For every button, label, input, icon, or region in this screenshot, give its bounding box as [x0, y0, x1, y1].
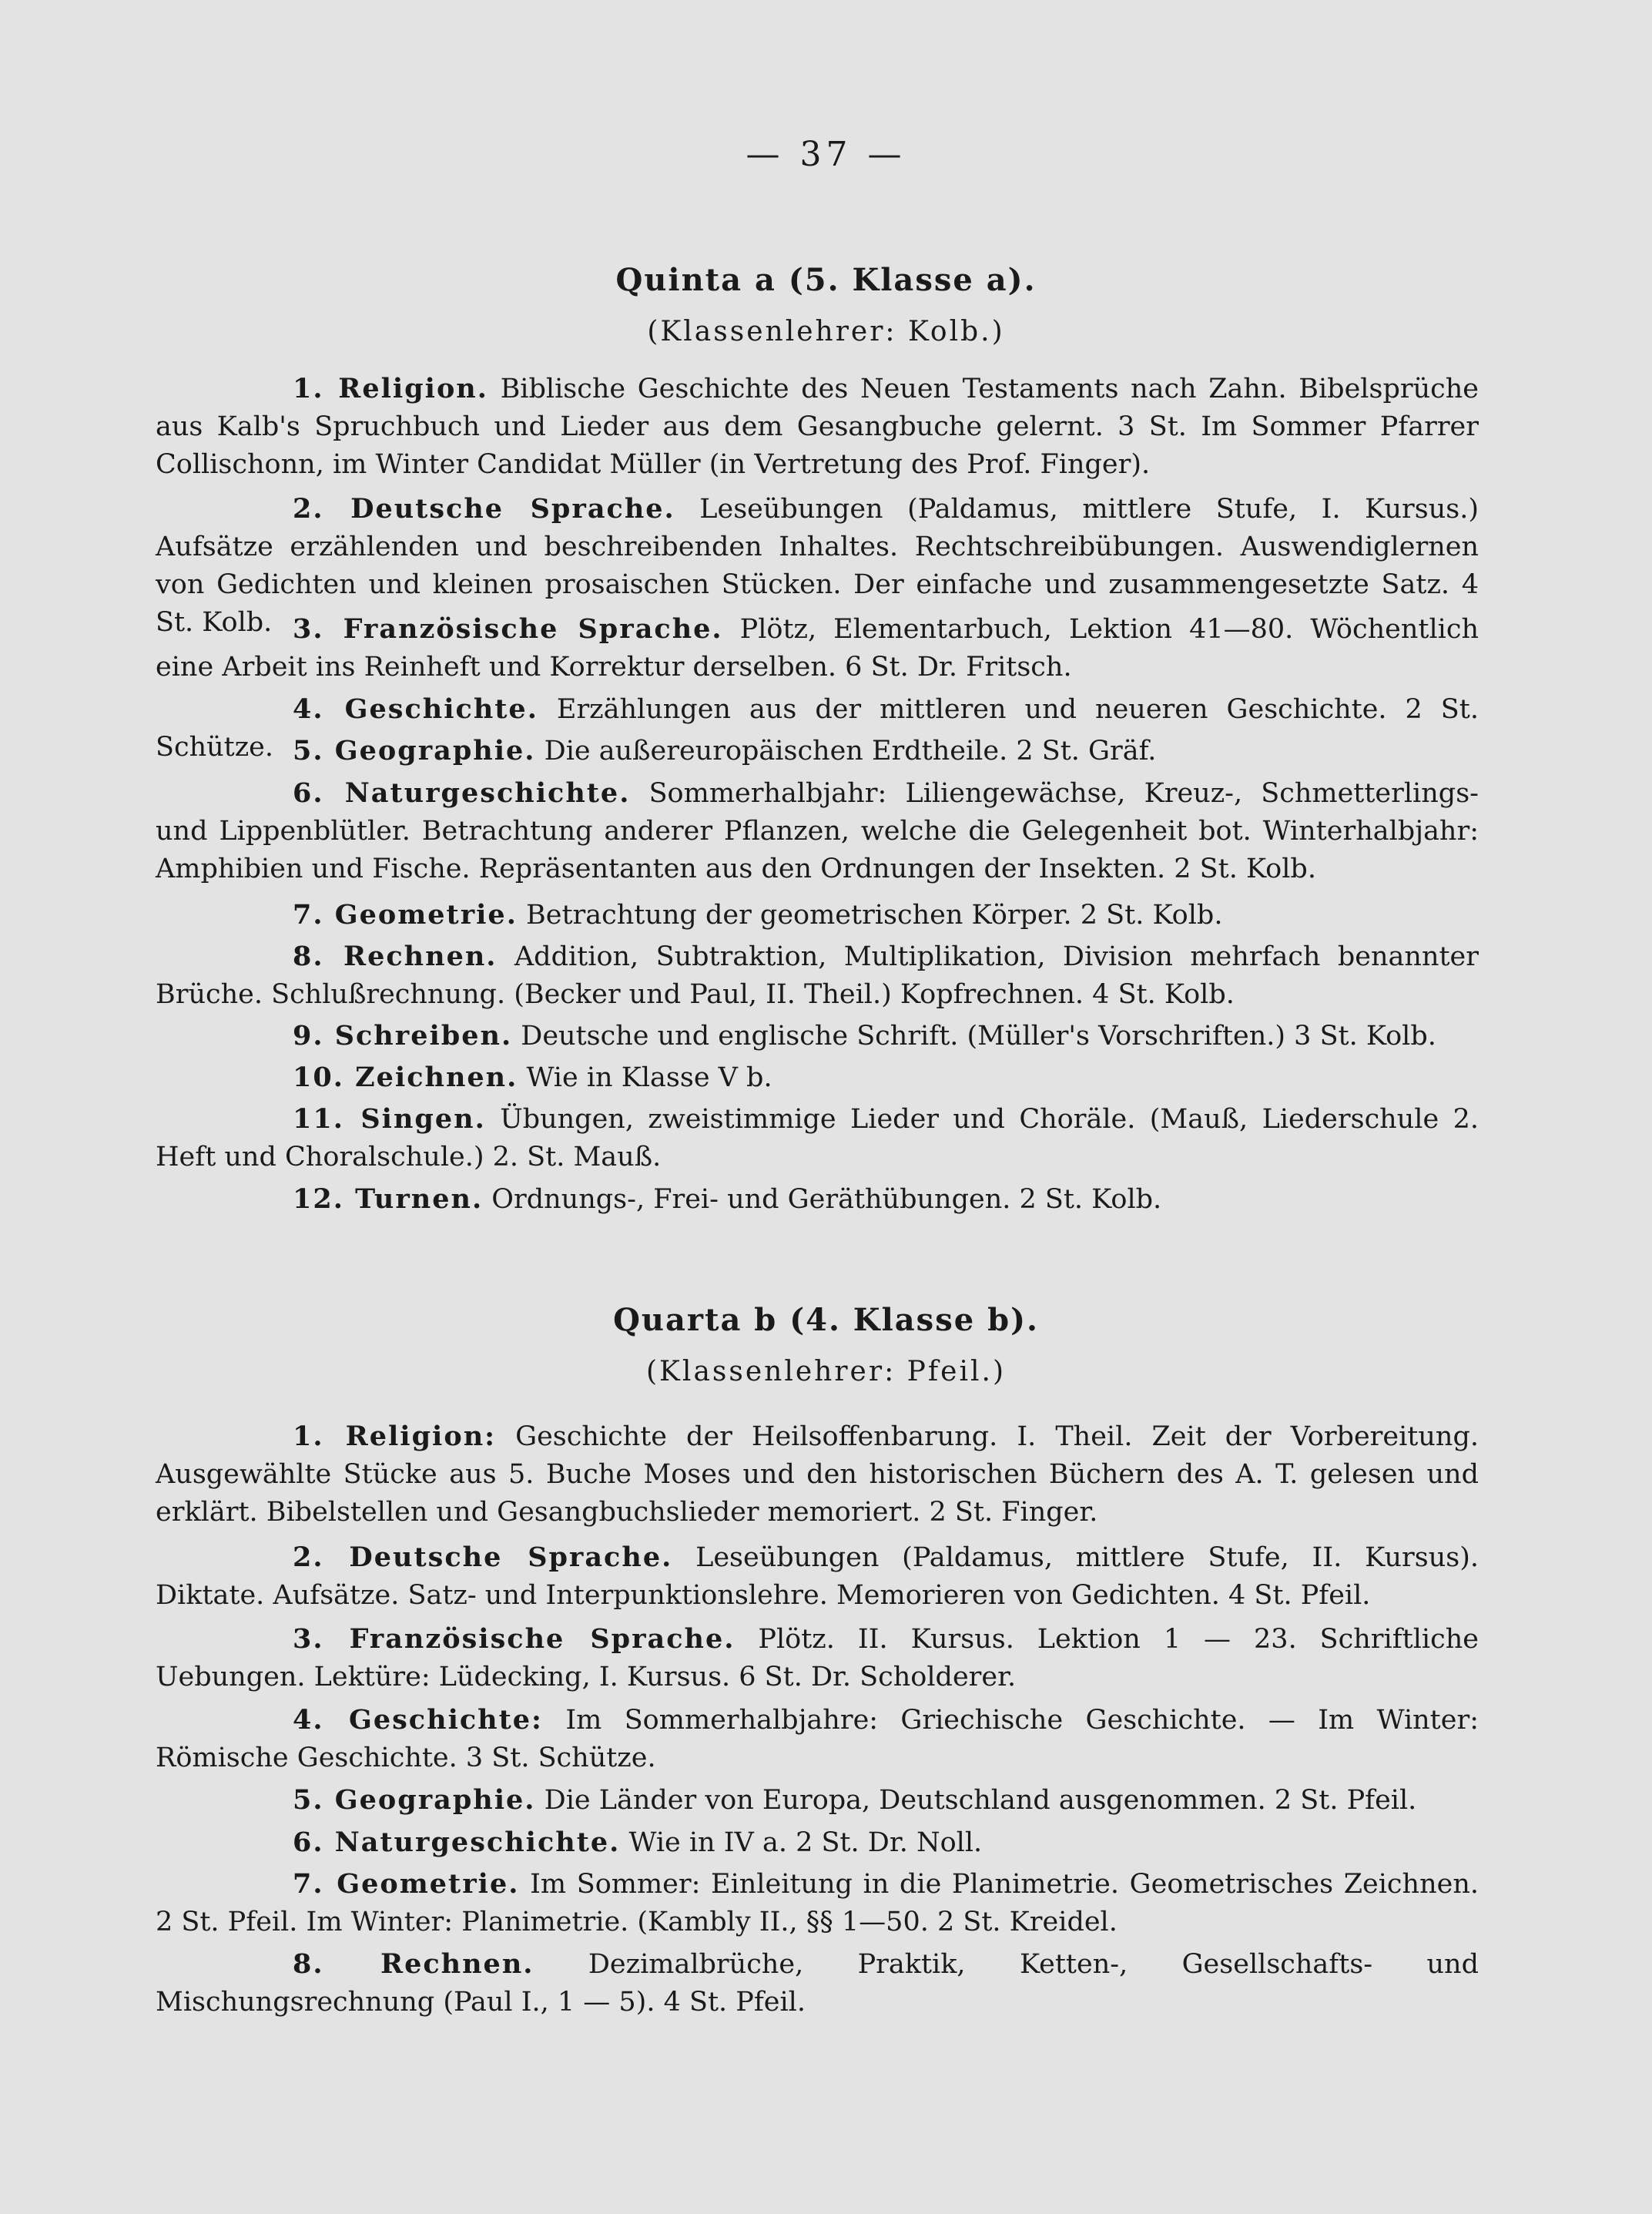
quinta-item-rechnen: [156, 938, 1479, 1014]
quinta-item-religion: [156, 370, 1479, 484]
quarta-item-geometrie: [156, 1865, 1479, 1941]
item-label: 3. Französische Sprache.: [293, 1623, 736, 1655]
item-text: Leseübungen (Paldamus, mittlere Stufe, II. Kursus). Diktate. Aufsätze. Satz- und Interpunktionslehre. Memorieren von Gedichten. 4 St. Pfeil.: [156, 1542, 1479, 1611]
quarta-item-deutsch: [156, 1538, 1479, 1615]
item-text: Die außereuropäischen Erdtheile. 2 St. Gräf.: [544, 736, 1157, 767]
item-text: Dezimalbrüche, Praktik, Ketten-, Gesellschafts- und Mischungsrechnung (Paul I., 1 — 5). 4 St. Pfeil.: [156, 1949, 1479, 2018]
item-text: Deutsche und englische Schrift. (Müller's Vorschriften.) 3 St. Kolb.: [521, 1021, 1436, 1052]
quinta-item-singen: [156, 1100, 1479, 1176]
item-label: 4. Geschichte:: [293, 1704, 543, 1736]
item-text: Geschichte der Heilsoffenbarung. I. Theil. Zeit der Vorbereitung. Ausgewählte Stücke aus 5. Buche Moses und den historischen Büchern des A. T. gelesen und erklärt. Bibelstellen und Gesangbuchslieder memoriert. 2 St. Finger.: [156, 1421, 1479, 1528]
item-label: 12. Turnen.: [293, 1183, 484, 1215]
quinta-item-franzoesisch: [156, 610, 1479, 686]
quarta-item-religion: [156, 1417, 1479, 1531]
item-text: Biblische Geschichte des Neuen Testaments nach Zahn. Bibelsprüche aus Kalb's Spruchbuch und Lieder aus dem Gesangbuche gelernt. 3 St. Im Sommer Pfarrer Collischonn, im Winter Candidat Müller (in Vertretung des Prof. Finger).: [156, 374, 1479, 480]
item-label: 6. Naturgeschichte.: [293, 1827, 621, 1858]
item-text: Wie in Klasse V b.: [526, 1062, 772, 1093]
quarta-item-geschichte: [156, 1701, 1479, 1777]
quarta-item-franzoesisch: [156, 1620, 1479, 1696]
item-text: Plötz. II. Kursus. Lektion 1 — 23. Schriftliche Uebungen. Lektüre: Lüdecking, I. Kursus. 6 St. Dr. Scholderer.: [156, 1624, 1479, 1692]
quarta-item-geographie: [156, 1781, 1479, 1820]
item-text: Ordnungs-, Frei- und Geräthübungen. 2 St. Kolb.: [491, 1184, 1162, 1215]
item-label: 9. Schreiben.: [293, 1020, 513, 1052]
item-text: Sommerhalbjahr: Liliengewächse, Kreuz-, Schmetterlings- und Lippenblütler. Betrachtung anderer Pflanzen, welche die Gelegenheit bot. Winterhalbjahr: Amphibien und Fische. Repräsentanten aus den Ordnungen der Insekten. 2 St. Kolb.: [156, 778, 1479, 884]
quinta-item-turnen: [156, 1180, 1479, 1219]
quinta-item-geometrie: [156, 896, 1479, 934]
item-label: 8. Rechnen.: [293, 1948, 534, 1980]
quinta-item-geographie: [156, 732, 1479, 770]
item-label: 5. Geographie.: [293, 735, 536, 767]
quarta-item-naturgeschichte: [156, 1823, 1479, 1862]
quinta-item-schreiben: [156, 1017, 1479, 1055]
item-text: Die Länder von Europa, Deutschland ausgenommen. 2 St. Pfeil.: [544, 1785, 1417, 1816]
section-title-quinta: Quinta a (5. Klasse a).: [615, 262, 1037, 298]
item-label: 7. Geometrie.: [293, 1868, 520, 1900]
item-label: 6. Naturgeschichte.: [293, 777, 631, 809]
page-number: — 37 —: [746, 135, 906, 174]
section-title-quarta: Quarta b (4. Klasse b).: [613, 1302, 1039, 1338]
item-label: 3. Französische Sprache.: [293, 613, 723, 645]
item-label: 8. Rechnen.: [293, 941, 498, 972]
item-label: 10. Zeichnen.: [293, 1062, 518, 1093]
item-label: 1. Religion:: [293, 1421, 497, 1452]
item-text: Leseübungen (Paldamus, mittlere Stufe, I. Kursus.) Aufsätze erzählenden und beschreibenden Inhaltes. Rechtschreibübungen. Auswendiglernen von Gedichten und kleinen prosaischen Stücken. Der einfache und zusammengesetzte Satz. 4 St. Kolb.: [156, 494, 1479, 638]
quinta-item-zeichnen: [156, 1058, 1479, 1097]
item-label: 1. Religion.: [293, 373, 488, 404]
item-text: Im Sommer: Einleitung in die Planimetrie. Geometrisches Zeichnen. 2 St. Pfeil. Im Winter: Planimetrie. (Kambly II., §§ 1—50. 2 St. Kreidel.: [156, 1869, 1479, 1937]
item-text: Plötz, Elementarbuch, Lektion 41—80. Wöchentlich eine Arbeit ins Reinheft und Korrektur derselben. 6 St. Dr. Fritsch.: [156, 614, 1479, 683]
item-text: Übungen, zweistimmige Lieder und Choräle. (Mauß, Liederschule 2. Heft und Choralschule.) 2. St. Mauß.: [156, 1104, 1479, 1172]
quinta-item-naturgeschichte: [156, 774, 1479, 888]
item-text: Im Sommerhalbjahre: Griechische Geschichte. — Im Winter: Römische Geschichte. 3 St. Schütze.: [156, 1705, 1479, 1773]
item-label: 2. Deutsche Sprache.: [293, 1541, 673, 1573]
item-label: 5. Geographie.: [293, 1784, 536, 1816]
item-text: Betrachtung der geometrischen Körper. 2 St. Kolb.: [526, 900, 1223, 931]
section-teacher-quinta: (Klassenlehrer: Kolb.): [647, 316, 1005, 347]
item-text: Addition, Subtraktion, Multiplikation, Division mehrfach benannter Brüche. Schlußrechnung. (Becker und Paul, II. Theil.) Kopfrechnen. 4 St. Kolb.: [156, 941, 1479, 1010]
item-text: Erzählungen aus der mittleren und neueren Geschichte. 2 St. Schütze.: [156, 694, 1479, 763]
item-label: 2. Deutsche Sprache.: [293, 493, 675, 525]
item-label: 7. Geometrie.: [293, 899, 518, 931]
item-label: 4. Geschichte.: [293, 693, 538, 725]
section-teacher-quarta: (Klassenlehrer: Pfeil.): [645, 1356, 1007, 1387]
item-label: 11. Singen.: [293, 1103, 486, 1135]
item-text: Wie in IV a. 2 St. Dr. Noll.: [628, 1827, 983, 1858]
quarta-item-rechnen: [156, 1945, 1479, 2021]
